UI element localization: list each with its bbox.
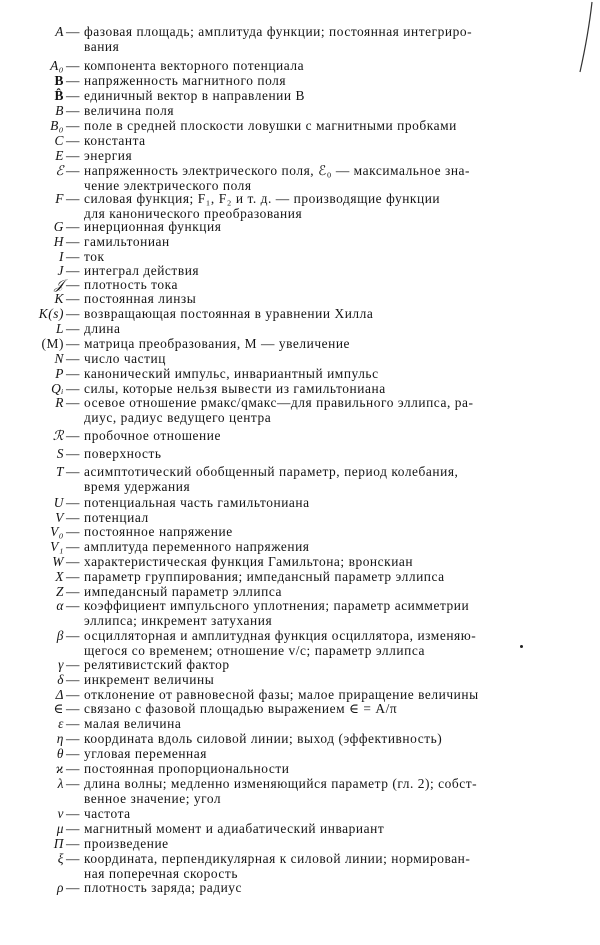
entry-definition-line: постоянное напряжение <box>84 524 233 539</box>
entry-definition-line: вания <box>84 38 120 54</box>
entry-dash: — <box>66 672 80 687</box>
entry-definition-line: интеграл действия <box>84 263 200 278</box>
entry-dash: — <box>66 133 80 148</box>
entry-dash: — <box>66 395 80 410</box>
entry-dash: — <box>66 428 80 443</box>
entry-definition-line: осцилляторная и амплитудная функция осциллятора, изменяю- <box>84 628 477 643</box>
entry-symbol: K(s) <box>38 306 64 321</box>
entry-definition-line: поверхность <box>84 446 162 461</box>
entry-dash: — <box>66 701 80 716</box>
entry-symbol: η <box>56 731 64 746</box>
entry-definition-line: матрица преобразования, M — увеличение <box>84 336 351 351</box>
entry-definition-line: потенциальная часть гамильтониана <box>84 495 310 510</box>
entry-symbol: G <box>53 219 64 234</box>
entry-definition-line: канонический импульс, инвариантный импульс <box>84 366 379 381</box>
entry-definition-line: длина <box>84 321 121 336</box>
entry-definition-line: координата, перпендикулярная к силовой линии; нормирован- <box>84 851 471 866</box>
entry-symbol: Z <box>56 584 64 599</box>
entry-dash: — <box>66 381 80 396</box>
entry-definition-line: коэффициент импульсного уплотнения; параметр асимметрии <box>84 598 470 613</box>
entry-definition-line: произведение <box>84 836 169 851</box>
entry-definition-line: постоянная пропорциональности <box>84 761 290 776</box>
entry-symbol: δ <box>57 672 64 687</box>
entry-symbol: ∈ <box>53 701 64 716</box>
entry-dash: — <box>66 191 80 206</box>
entry-definition-line: характеристическая функция Гамильтона; вронскиан <box>84 554 414 569</box>
entry-symbol: V <box>55 510 64 525</box>
entry-definition-line: силы, которые нельзя вывести из гамильтониана <box>84 381 386 396</box>
entry-definition-line: релятивистский фактор <box>84 657 230 672</box>
entry-dash: — <box>66 336 80 351</box>
entry-dash: — <box>66 366 80 381</box>
entry-definition-line: частота <box>84 806 131 821</box>
entry-dash: — <box>66 234 80 249</box>
entry-definition-line: параметр группирования; импедансный параметр эллипса <box>84 569 445 584</box>
entry-definition-line: инерционная функция <box>84 219 222 234</box>
entry-symbol: U <box>53 495 64 510</box>
entry-symbol: H <box>53 234 64 249</box>
entry-symbol: ν <box>57 806 64 821</box>
entry-symbol: B̂ <box>54 88 64 103</box>
entry-symbol: Δ <box>55 687 64 702</box>
entry-definition-line: диус, радиус ведущего центра <box>84 409 272 425</box>
entry-symbol: Π <box>53 836 64 851</box>
entry-definition-line: величина поля <box>84 103 175 118</box>
entry-dash: — <box>66 24 80 39</box>
entry-dash: — <box>66 836 80 851</box>
entry-symbol: S <box>56 446 64 461</box>
entry-symbol: L <box>56 321 64 336</box>
entry-dash: — <box>66 806 80 821</box>
entry-symbol: P <box>55 366 64 381</box>
entry-dash: — <box>66 687 80 702</box>
entry-definition-line: отклонение от равновесной фазы; малое приращение величины <box>84 687 479 702</box>
entry-definition-line: угловая переменная <box>84 746 207 761</box>
entry-definition-line: асимптотический обобщенный параметр, период колебания, <box>84 464 459 479</box>
entry-symbol: R <box>55 395 64 410</box>
entry-definition-line: возвращающая постоянная в уравнении Хилла <box>84 306 374 321</box>
entry-definition-line: осевое отношение pмакс/qмакс—для правильного эллипса, ра- <box>84 395 474 410</box>
entry-symbol: ϰ <box>55 761 64 776</box>
entry-definition-line: плотность тока <box>84 277 178 292</box>
entry-dash: — <box>66 277 80 292</box>
entry-symbol: 𝒥 <box>54 277 64 292</box>
entry-symbol: Qᵢ <box>51 381 64 396</box>
entry-definition-line: инкремент величины <box>84 672 215 687</box>
entry-definition-line: щегося со временем; отношение v/c; параметр эллипса <box>84 642 425 658</box>
entry-dash: — <box>66 880 80 895</box>
entry-dash: — <box>66 821 80 836</box>
entry-definition-line: плотность заряда; радиус <box>84 880 243 895</box>
entry-definition-line: для канонического преобразования <box>84 205 303 221</box>
entry-definition-line: постоянная линзы <box>84 291 197 306</box>
entry-symbol: α <box>56 598 64 613</box>
entry-dash: — <box>66 351 80 366</box>
entry-dash: — <box>66 584 80 599</box>
entry-definition-line: фазовая площадь; амплитуда функции; постоянная интегриро- <box>84 24 473 39</box>
entry-dash: — <box>66 554 80 569</box>
entry-definition-line: венное значение; угол <box>84 790 222 806</box>
entry-dash: — <box>66 598 80 613</box>
entry-definition-line: энергия <box>84 148 133 163</box>
entry-dash: — <box>66 73 80 88</box>
entry-definition-line: компонента векторного потенциала <box>84 58 305 73</box>
entry-definition-line: импедансный параметр эллипса <box>84 584 282 599</box>
entry-definition-line: ная поперечная скорость <box>84 865 238 881</box>
entry-symbol: B₀ <box>50 118 64 133</box>
entry-symbol: A <box>55 24 64 39</box>
entry-symbol: J <box>57 263 64 278</box>
entry-symbol: θ <box>56 746 64 761</box>
entry-symbol: λ <box>57 776 64 791</box>
entry-definition-line: напряженность электрического поля, ℰ₀ — максимальное зна- <box>84 163 471 178</box>
entry-dash: — <box>66 746 80 761</box>
entry-symbol: K <box>54 291 64 306</box>
entry-dash: — <box>66 464 80 479</box>
entry-dash: — <box>66 510 80 525</box>
entry-symbol: B <box>54 73 64 88</box>
entry-symbol: V₀ <box>50 524 64 539</box>
entry-symbol: ℛ <box>52 428 64 443</box>
entry-definition-line: напряженность магнитного поля <box>84 73 287 88</box>
entry-symbol: V₁ <box>50 539 64 554</box>
entry-symbol: (M) <box>41 336 64 351</box>
entry-definition-line: длина волны; медленно изменяющийся параметр (гл. 2); собст- <box>84 776 478 791</box>
entry-symbol: B <box>55 103 64 118</box>
entry-dash: — <box>66 263 80 278</box>
entry-dash: — <box>66 148 80 163</box>
entry-symbol: γ <box>58 657 64 672</box>
entry-symbol: W <box>52 554 64 569</box>
entry-dash: — <box>66 495 80 510</box>
entry-dash: — <box>66 306 80 321</box>
entry-symbol: C <box>54 133 64 148</box>
entry-dash: — <box>66 118 80 133</box>
entry-definition-line: эллипса; инкремент затухания <box>84 612 273 628</box>
entry-symbol: A₀ <box>50 58 64 73</box>
entry-definition-line: связано с фазовой площадью выражением ∈ = A/π <box>84 701 398 716</box>
entry-definition-line: время удержания <box>84 478 191 494</box>
entry-dash: — <box>66 321 80 336</box>
entry-definition-line: малая величина <box>84 716 182 731</box>
entry-dash: — <box>66 291 80 306</box>
stray-dot <box>520 645 523 648</box>
entry-definition-line: магнитный момент и адиабатический инвариант <box>84 821 385 836</box>
entry-definition-line: гамильтониан <box>84 234 170 249</box>
entry-dash: — <box>66 761 80 776</box>
entry-definition-line: ток <box>84 249 105 264</box>
entry-definition-line: амплитуда переменного напряжения <box>84 539 310 554</box>
entry-dash: — <box>66 716 80 731</box>
entry-definition-line: пробочное отношение <box>84 428 221 443</box>
entry-symbol: μ <box>56 821 64 836</box>
entry-dash: — <box>66 776 80 791</box>
entry-symbol: F <box>55 191 64 206</box>
entry-symbol: β <box>56 628 64 643</box>
entry-dash: — <box>66 446 80 461</box>
entry-definition-line: константа <box>84 133 146 148</box>
entry-dash: — <box>66 539 80 554</box>
entry-symbol: X <box>55 569 64 584</box>
entry-definition-line: потенциал <box>84 510 149 525</box>
entry-dash: — <box>66 657 80 672</box>
entry-symbol: ρ <box>57 880 64 895</box>
entry-dash: — <box>66 219 80 234</box>
entry-dash: — <box>66 163 80 178</box>
margin-pen-stroke <box>556 0 596 75</box>
entry-dash: — <box>66 103 80 118</box>
entry-dash: — <box>66 88 80 103</box>
entry-definition-line: координата вдоль силовой линии; выход (эффективность) <box>84 731 443 746</box>
entry-dash: — <box>66 249 80 264</box>
entry-symbol: I <box>58 249 64 264</box>
entry-symbol: ℰ <box>55 163 64 178</box>
entry-definition-line: число частиц <box>84 351 166 366</box>
entry-symbol: E <box>55 148 64 163</box>
entry-dash: — <box>66 851 80 866</box>
entry-definition-line: поле в средней плоскости ловушки с магнитными пробками <box>84 118 457 133</box>
entry-symbol: N <box>54 351 64 366</box>
entry-dash: — <box>66 731 80 746</box>
entry-definition-line: силовая функция; F₁, F₂ и т. д. — производящие функции <box>84 191 441 206</box>
entry-dash: — <box>66 58 80 73</box>
entry-dash: — <box>66 569 80 584</box>
entry-definition-line: единичный вектор в направлении B <box>84 88 305 103</box>
entry-symbol: T <box>56 464 64 479</box>
entry-definition-line: чение электрического поля <box>84 177 252 193</box>
entry-dash: — <box>66 524 80 539</box>
entry-dash: — <box>66 628 80 643</box>
entry-symbol: ξ <box>57 851 64 866</box>
entry-symbol: ε <box>58 716 64 731</box>
